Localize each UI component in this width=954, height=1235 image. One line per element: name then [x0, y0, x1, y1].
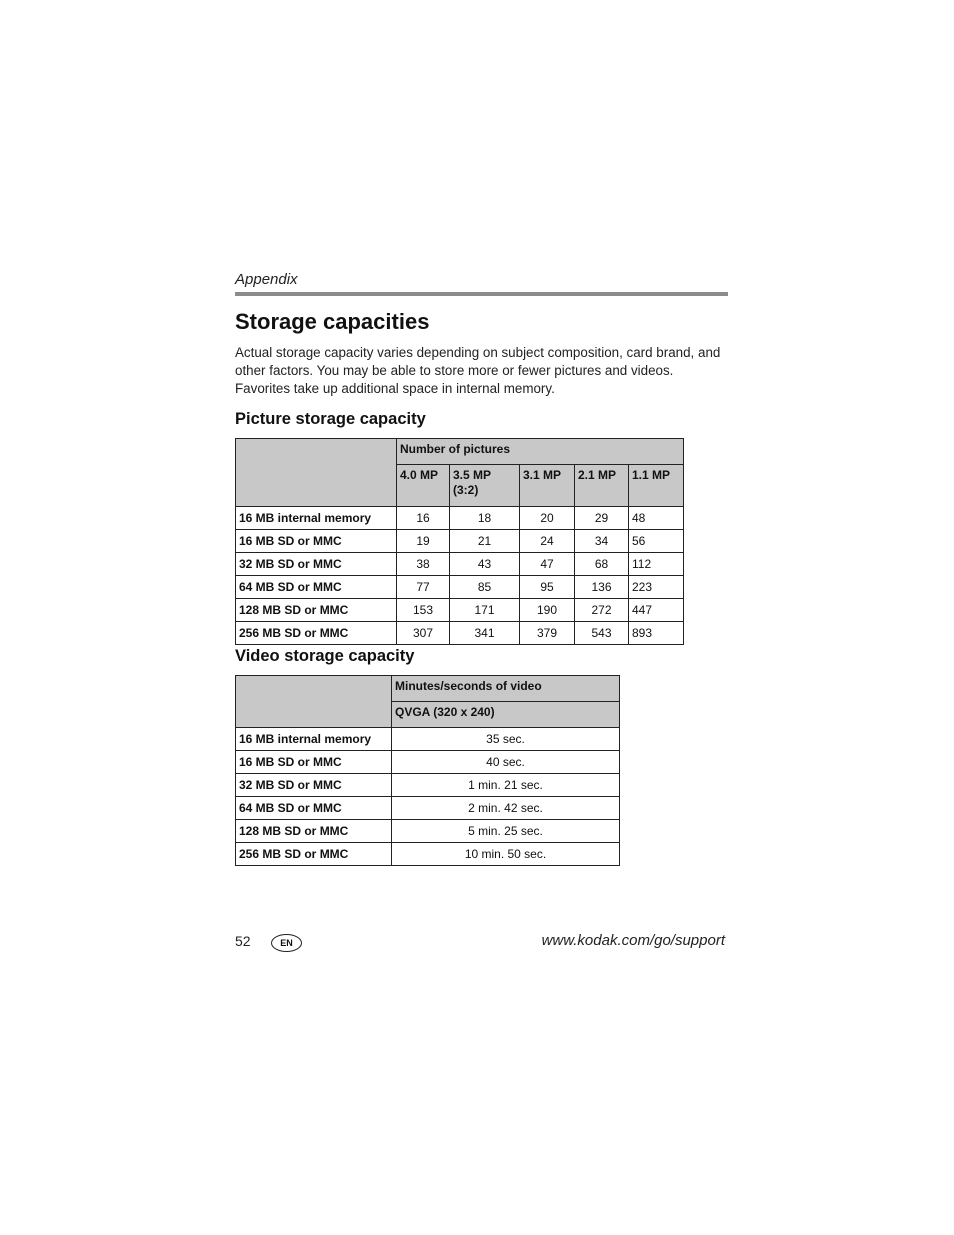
page-title: Storage capacities	[235, 309, 430, 334]
table-cell: 190	[520, 599, 575, 622]
row-label: 128 MB SD or MMC	[236, 599, 397, 622]
table-cell: 543	[575, 622, 629, 645]
page-number: 52	[235, 933, 251, 949]
table-cell: 29	[575, 507, 629, 530]
table-row	[236, 774, 620, 797]
table-cell: 2 min. 42 sec.	[392, 797, 620, 820]
section-label: Appendix	[235, 271, 298, 288]
table-row	[236, 751, 620, 774]
column-header: 1.1 MP	[629, 465, 684, 507]
table-cell: 21	[450, 530, 520, 553]
table-row	[236, 507, 684, 530]
table-cell: 223	[629, 576, 684, 599]
row-label: 16 MB internal memory	[236, 507, 397, 530]
row-label: 128 MB SD or MMC	[236, 820, 392, 843]
table-cell: 16	[397, 507, 450, 530]
table-cell: 1 min. 21 sec.	[392, 774, 620, 797]
group-header-cell: Number of pictures	[397, 439, 684, 465]
table-cell: 153	[397, 599, 450, 622]
table-cell: 379	[520, 622, 575, 645]
support-url: www.kodak.com/go/support	[541, 932, 725, 949]
table-cell: 77	[397, 576, 450, 599]
video-storage-heading: Video storage capacity	[235, 647, 415, 665]
table-cell: 34	[575, 530, 629, 553]
table-cell: 38	[397, 553, 450, 576]
table-row	[236, 530, 684, 553]
table-cell: 56	[629, 530, 684, 553]
language-badge: EN	[271, 934, 302, 952]
table-cell: 20	[520, 507, 575, 530]
table-cell: 35 sec.	[392, 728, 620, 751]
table-cell: 136	[575, 576, 629, 599]
table-row	[236, 599, 684, 622]
group-header-cell: Minutes/seconds of video	[392, 676, 620, 702]
intro-paragraph: Actual storage capacity varies depending on subject composition, card brand, and other factors. You may be able to store more or fewer pictures and videos. Favorites take up additional space in internal memory.	[235, 345, 721, 396]
table-cell: 893	[629, 622, 684, 645]
table-cell: 171	[450, 599, 520, 622]
row-label: 64 MB SD or MMC	[236, 797, 392, 820]
table-row	[236, 843, 620, 866]
table-row	[236, 728, 620, 751]
column-header: 3.1 MP	[520, 465, 575, 507]
table-cell: 447	[629, 599, 684, 622]
table-cell: 48	[629, 507, 684, 530]
picture-storage-heading: Picture storage capacity	[235, 410, 426, 428]
row-label: 32 MB SD or MMC	[236, 774, 392, 797]
row-label: 16 MB internal memory	[236, 728, 392, 751]
table-cell: 24	[520, 530, 575, 553]
table-row	[236, 576, 684, 599]
row-label: 32 MB SD or MMC	[236, 553, 397, 576]
table-row	[236, 553, 684, 576]
row-label: 16 MB SD or MMC	[236, 751, 392, 774]
table-header-row	[236, 439, 684, 465]
table-cell: 68	[575, 553, 629, 576]
table-cell: 272	[575, 599, 629, 622]
column-header: QVGA (320 x 240)	[392, 702, 620, 728]
table-cell: 10 min. 50 sec.	[392, 843, 620, 866]
column-header: 2.1 MP	[575, 465, 629, 507]
table-cell: 40 sec.	[392, 751, 620, 774]
table-row	[236, 820, 620, 843]
table-cell: 18	[450, 507, 520, 530]
table-row	[236, 797, 620, 820]
table-header-row	[236, 676, 620, 702]
header-corner-cell	[236, 676, 392, 728]
column-header: 4.0 MP	[397, 465, 450, 507]
table-cell: 307	[397, 622, 450, 645]
table-cell: 95	[520, 576, 575, 599]
video-storage-table	[235, 675, 620, 866]
table-cell: 47	[520, 553, 575, 576]
picture-storage-table	[235, 438, 684, 645]
table-cell: 43	[450, 553, 520, 576]
header-corner-cell	[236, 439, 397, 507]
row-label: 64 MB SD or MMC	[236, 576, 397, 599]
table-cell: 341	[450, 622, 520, 645]
table-cell: 5 min. 25 sec.	[392, 820, 620, 843]
header-rule	[235, 292, 728, 296]
row-label: 16 MB SD or MMC	[236, 530, 397, 553]
table-cell: 85	[450, 576, 520, 599]
table-cell: 19	[397, 530, 450, 553]
table-row	[236, 622, 684, 645]
table-cell: 112	[629, 553, 684, 576]
row-label: 256 MB SD or MMC	[236, 622, 397, 645]
row-label: 256 MB SD or MMC	[236, 843, 392, 866]
column-header: 3.5 MP (3:2)	[450, 465, 520, 507]
